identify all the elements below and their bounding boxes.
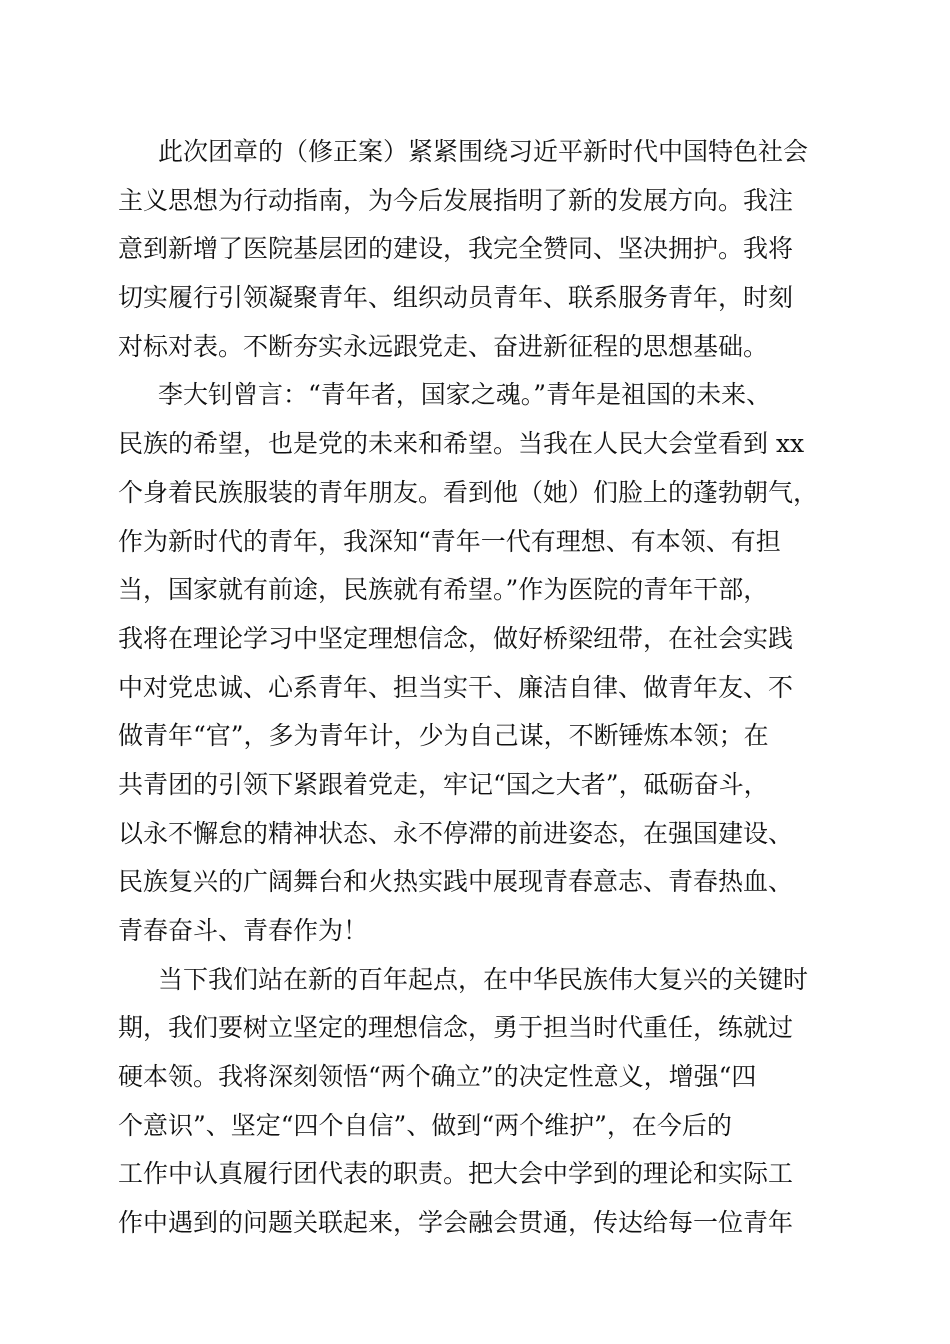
text-line: 意到新增了医院基层团的建设，我完全赞同、坚决拥护。我将 [118,234,794,264]
text-line: 当下我们站在新的百年起点，在中华民族伟大复兴的关键时 [158,964,809,994]
text-line: 个身着民族服装的青年朋友。看到他（她）们脸上的蓬勃朝气， [118,477,819,507]
text-line: 当，国家就有前途，民族就有希望。”作为医院的青年干部， [118,575,769,605]
text-line: 做青年“官”，多为青年计，少为自己谋，不断锤炼本领；在 [118,721,769,751]
paragraph-2 [118,371,838,955]
text-line: 硬本领。我将深刻领悟“两个确立”的决定性意义，增强“四 [118,1062,757,1092]
text-line: 李大钊曾言：“青年者，国家之魂。”青年是祖国的未来、 [158,380,772,410]
paragraph-3 [118,956,838,1248]
document-body [118,128,838,1248]
text-line: 作中遇到的问题关联起来，学会融会贯通，传达给每一位青年 [118,1208,794,1238]
text-line: 此次团章的（修正案）紧紧围绕习近平新时代中国特色社会 [158,137,809,166]
paragraph-1 [118,128,838,371]
text-line: 我将在理论学习中坚定理想信念，做好桥梁纽带，在社会实践 [118,623,794,653]
text-line: 工作中认真履行团代表的职责。把大会中学到的理论和实际工 [118,1159,794,1189]
text-line: 期，我们要树立坚定的理想信念，勇于担当时代重任，练就过 [118,1013,794,1043]
text-line: 共青团的引领下紧跟着党走，牢记“国之大者”，砥砺奋斗， [118,769,769,799]
text-line: 切实履行引领凝聚青年、组织动员青年、联系服务青年，时刻 [118,283,794,313]
text-line: 青春奋斗、青春作为！ [118,916,369,945]
text-line: 主义思想为行动指南，为今后发展指明了新的发展方向。我注 [118,185,794,215]
text-line: 对标对表。不断夯实永远跟党走、奋进新征程的思想基础。 [118,331,769,361]
text-line: 民族复兴的广阔舞台和火热实践中展现青春意志、青春热血、 [118,867,794,897]
text-line: 个意识”、坚定“四个自信”、做到“两个维护”，在今后的 [118,1110,732,1140]
text-line: 中对党忠诚、心系青年、担当实干、廉洁自律、做青年友、不 [118,672,794,702]
text-line: 作为新时代的青年，我深知“青年一代有理想、有本领、有担 [118,526,781,556]
text-line: 以永不懈怠的精神状态、永不停滞的前进姿态，在强国建设、 [118,818,794,848]
text-line: 民族的希望，也是党的未来和希望。当我在人民大会堂看到 xx [118,429,805,459]
